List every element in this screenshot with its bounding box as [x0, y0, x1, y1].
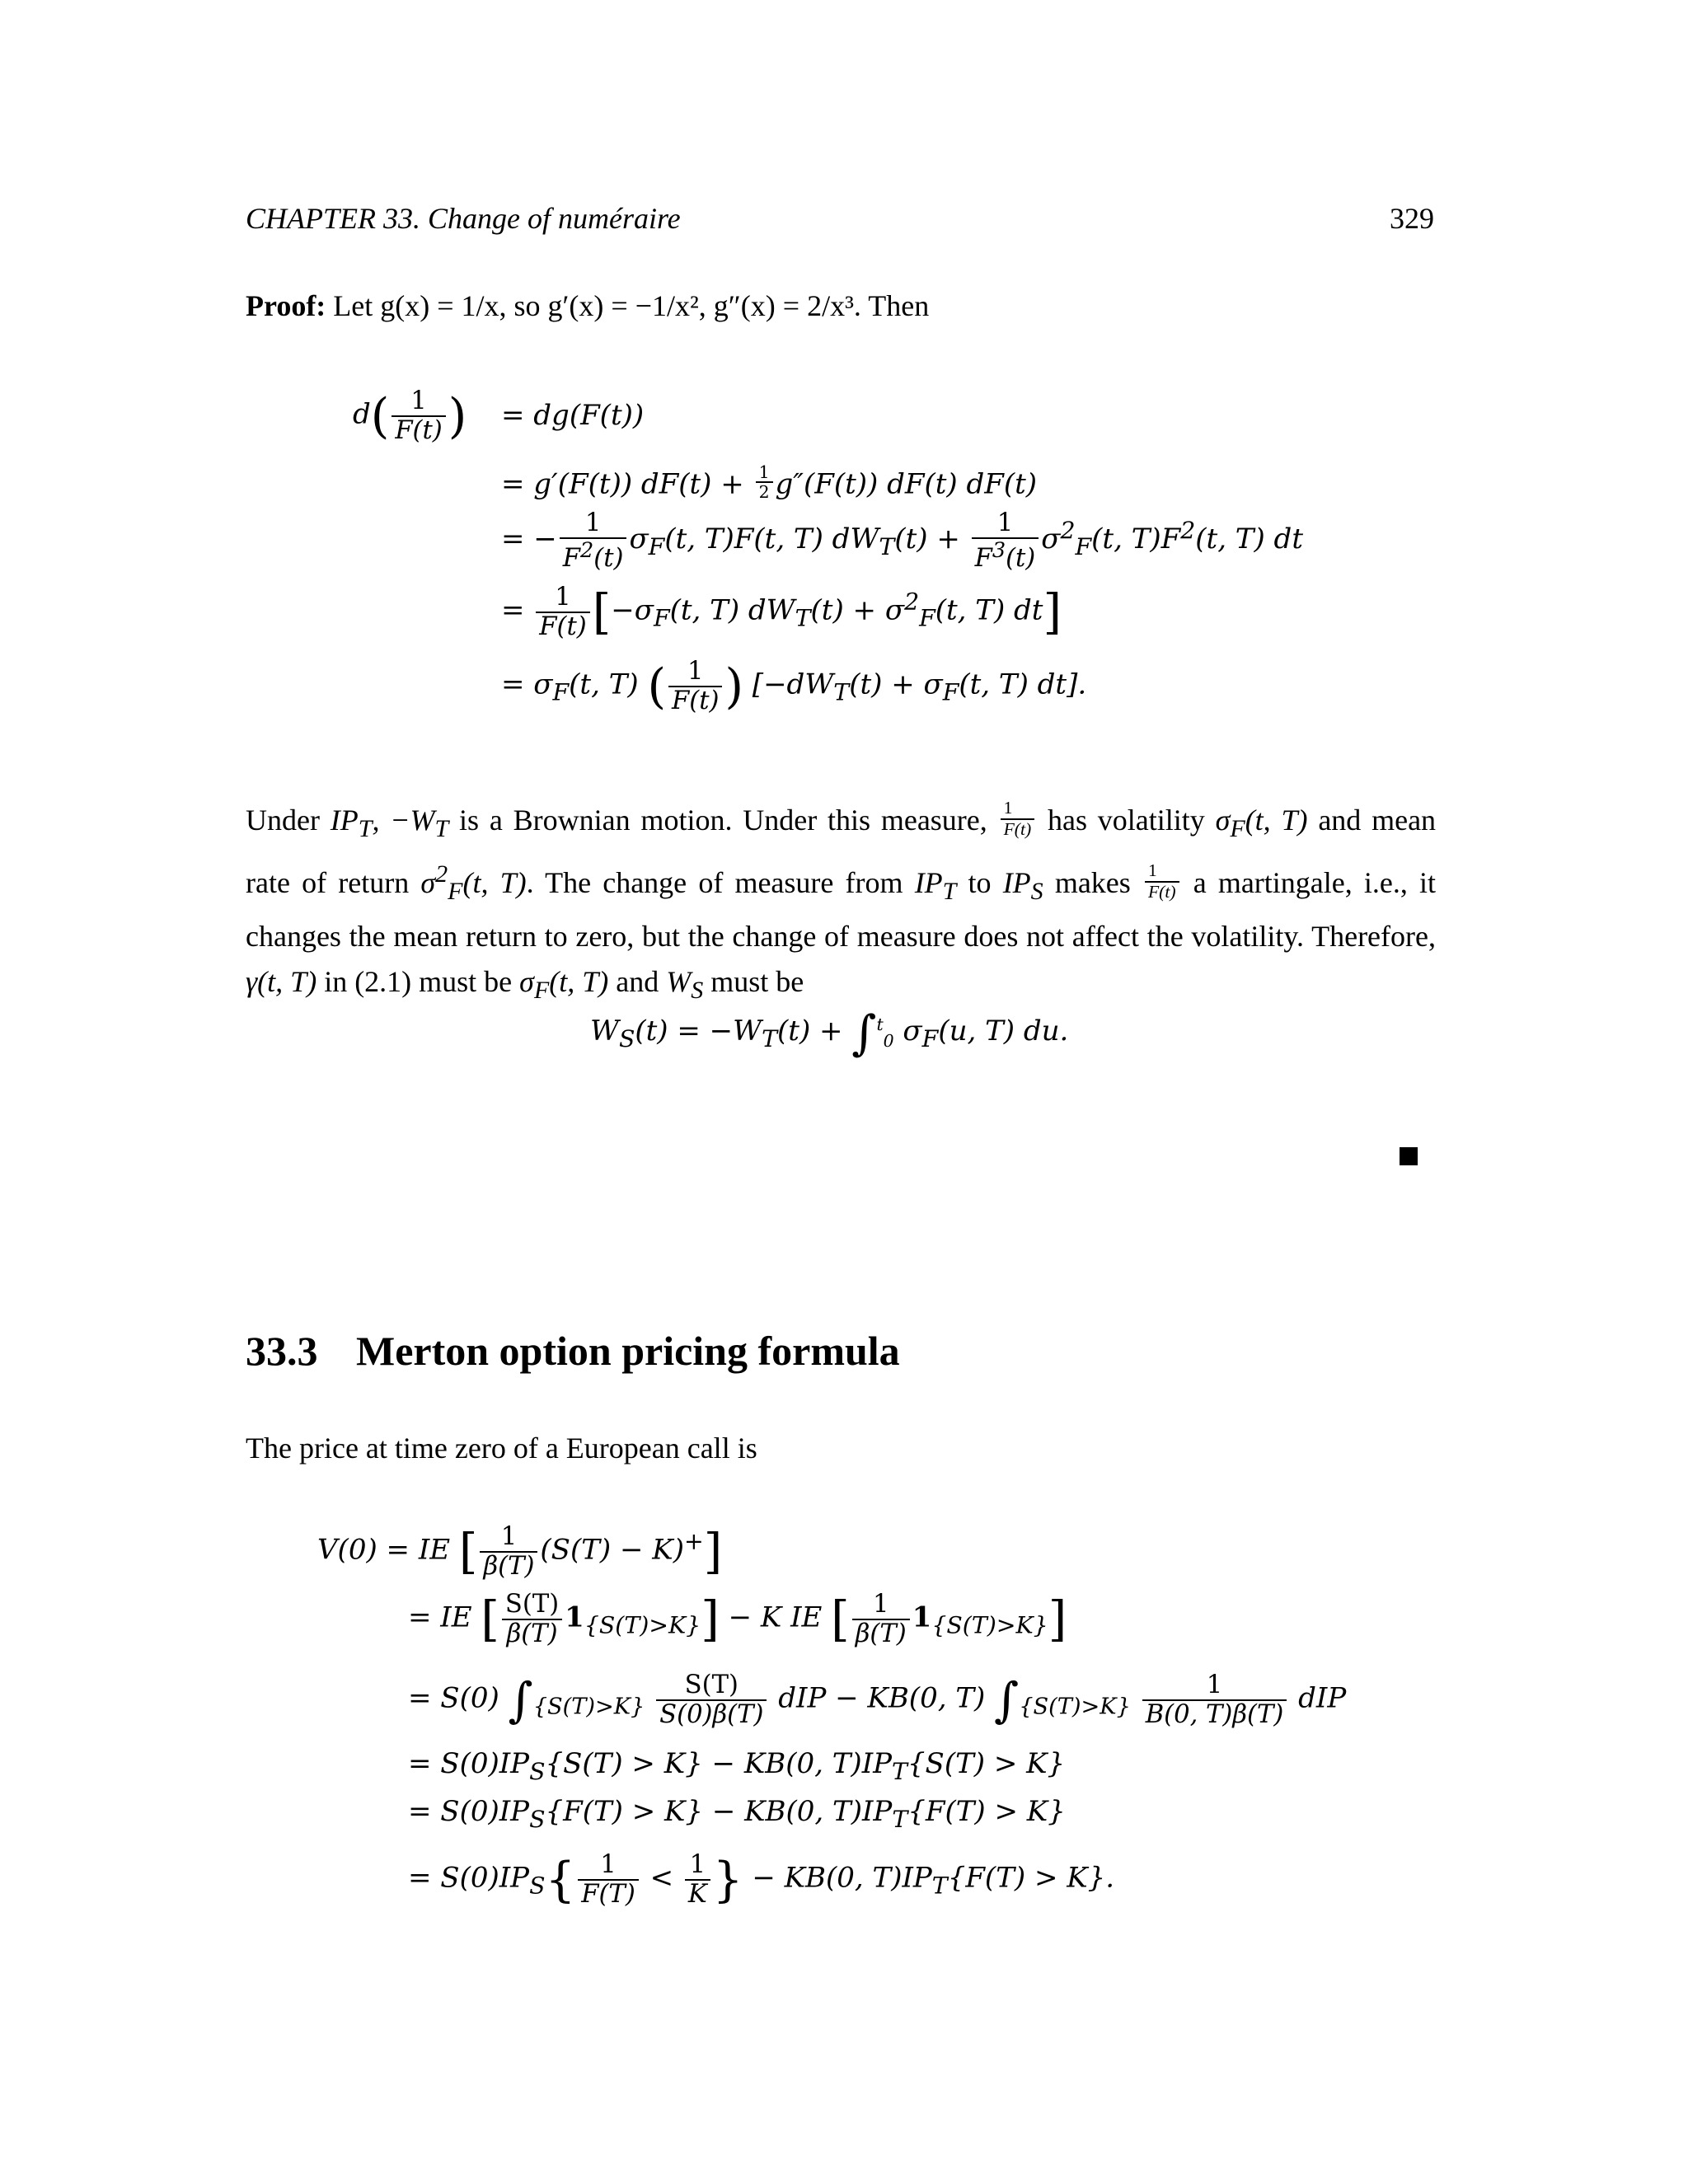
equation-line-1: d( $\frac{1}{F(t)}$ ) [353, 387, 467, 445]
merton-line-6: = $S(0)IP_S${ $\frac{1}{F(T)}$ < $\frac{1}{K}$ } − KB(0, $T)IP_T\{F(T) > K\}$. [408, 1850, 1115, 1909]
para-line-3: changes the mean return to zero, but the change of measure does not affect the volatility. Therefore, [246, 920, 1436, 954]
equation-block-merton [317, 1508, 1438, 1937]
merton-line-5: = $S(0)IP_S\{F(T) > K\} - KB(0$, $T)IP_T\{F(T) > K\}$ [408, 1795, 1066, 1833]
math-pt: $IP_T$, $-W_T$ [330, 804, 449, 843]
merton-line-2: = IE [ $\frac{S(T)}{\beta(T)}$ $1_{\{S(T)>K\}}] - K$ IE [ $\frac{1}{\beta(T)}$ $1_{\{S(T)>K\}}$] [408, 1590, 1067, 1648]
para-line-1: Under $IP_T$, $-W_T$ is a Brownian motion. Under this measure, $\frac{1}{F(t)}$ has volatility $\sigma_F(t$, T) and mean [246, 798, 1437, 843]
merton-line-4: = $S(0)IP_S\{S(T) > K\} - KB(0$, $T)IP_T\{S(T) > K\}$ [408, 1747, 1066, 1785]
merton-line-1: V(0) = IE [ $\frac{1}{\beta(T)}$ (S(T) − K)+] [317, 1522, 723, 1581]
merton-line-3: = S(0) $\int_{\{S(T)>K\}}$ $\frac{S(T)}{S(0)\beta(T)}$ dIP − KB(0, T) $\int_{\{S(T)>K\}}$ $\frac{1}{B(0, T)\beta(T)}$ dIP [408, 1671, 1347, 1729]
qed-square [1400, 1147, 1418, 1165]
section-heading [246, 1327, 900, 1375]
para-line-2: rate of return $\sigma^2_F(t$, T). The change of measure from $IP_T$ to $IP_S$ makes $\frac{1}{F(t)}$ a martingale, i.e., it [246, 860, 1437, 906]
section-title: Merton option pricing formula [356, 1328, 900, 1374]
equation-line-2: = g′(F(t)) dF(t) + $\frac{1}{2}$ g″(F(t)) dF(t) dF(t) [501, 462, 1038, 503]
equation-block-derivative [353, 371, 1342, 742]
page-number: 329 [1390, 202, 1434, 235]
equation-line-5: = $\sigma_F(t$, T) ( $\frac{1}{F(t)}$ ) [$-dW_T(t) + \sigma_F(t$, T) dt]. [501, 657, 1087, 715]
paragraph-measure [246, 798, 1436, 1014]
equation-line-4: = $\frac{1}{F(t)}$ [$-\sigma_F(t$, T) $dW_T(t) + \sigma^2_F(t$, T) dt] [501, 583, 1062, 641]
chapter-header: CHAPTER 33. Change of numéraire [246, 202, 681, 235]
math-frac-inline: $\frac{1}{F(t)}$ [1001, 799, 1035, 840]
equation-line-3: = − $\frac{1}{F^2(t)}$ $\sigma_F(t$, T)F(t, T) $dW_T(t)$ + $\frac{1}{F^3(t)}$ $\sigma^2_F(t$, $T)F^2(t$, T) dt [501, 509, 1303, 573]
european-call-intro: The price at time zero of a European call is [246, 1432, 757, 1465]
equation-ws: $W_S(t) = -W_T(t) + \int^t_0$ $\sigma_F(u$, T) du. [590, 1005, 1069, 1061]
para-line-4: γ(t, T) in (2.1) must be $\sigma_F(t$, T) and $W_S$ must be [246, 965, 804, 1005]
proof-label: Proof: [246, 289, 326, 322]
proof-intro [246, 284, 1436, 329]
proof-intro-text: Let g(x) = 1/x, so g′(x) = −1/x², g″(x) = 2/x³. Then [333, 289, 930, 322]
equation-line-1-rhs: = dg(F(t)) [501, 399, 645, 432]
section-number: 33.3 [246, 1328, 318, 1374]
